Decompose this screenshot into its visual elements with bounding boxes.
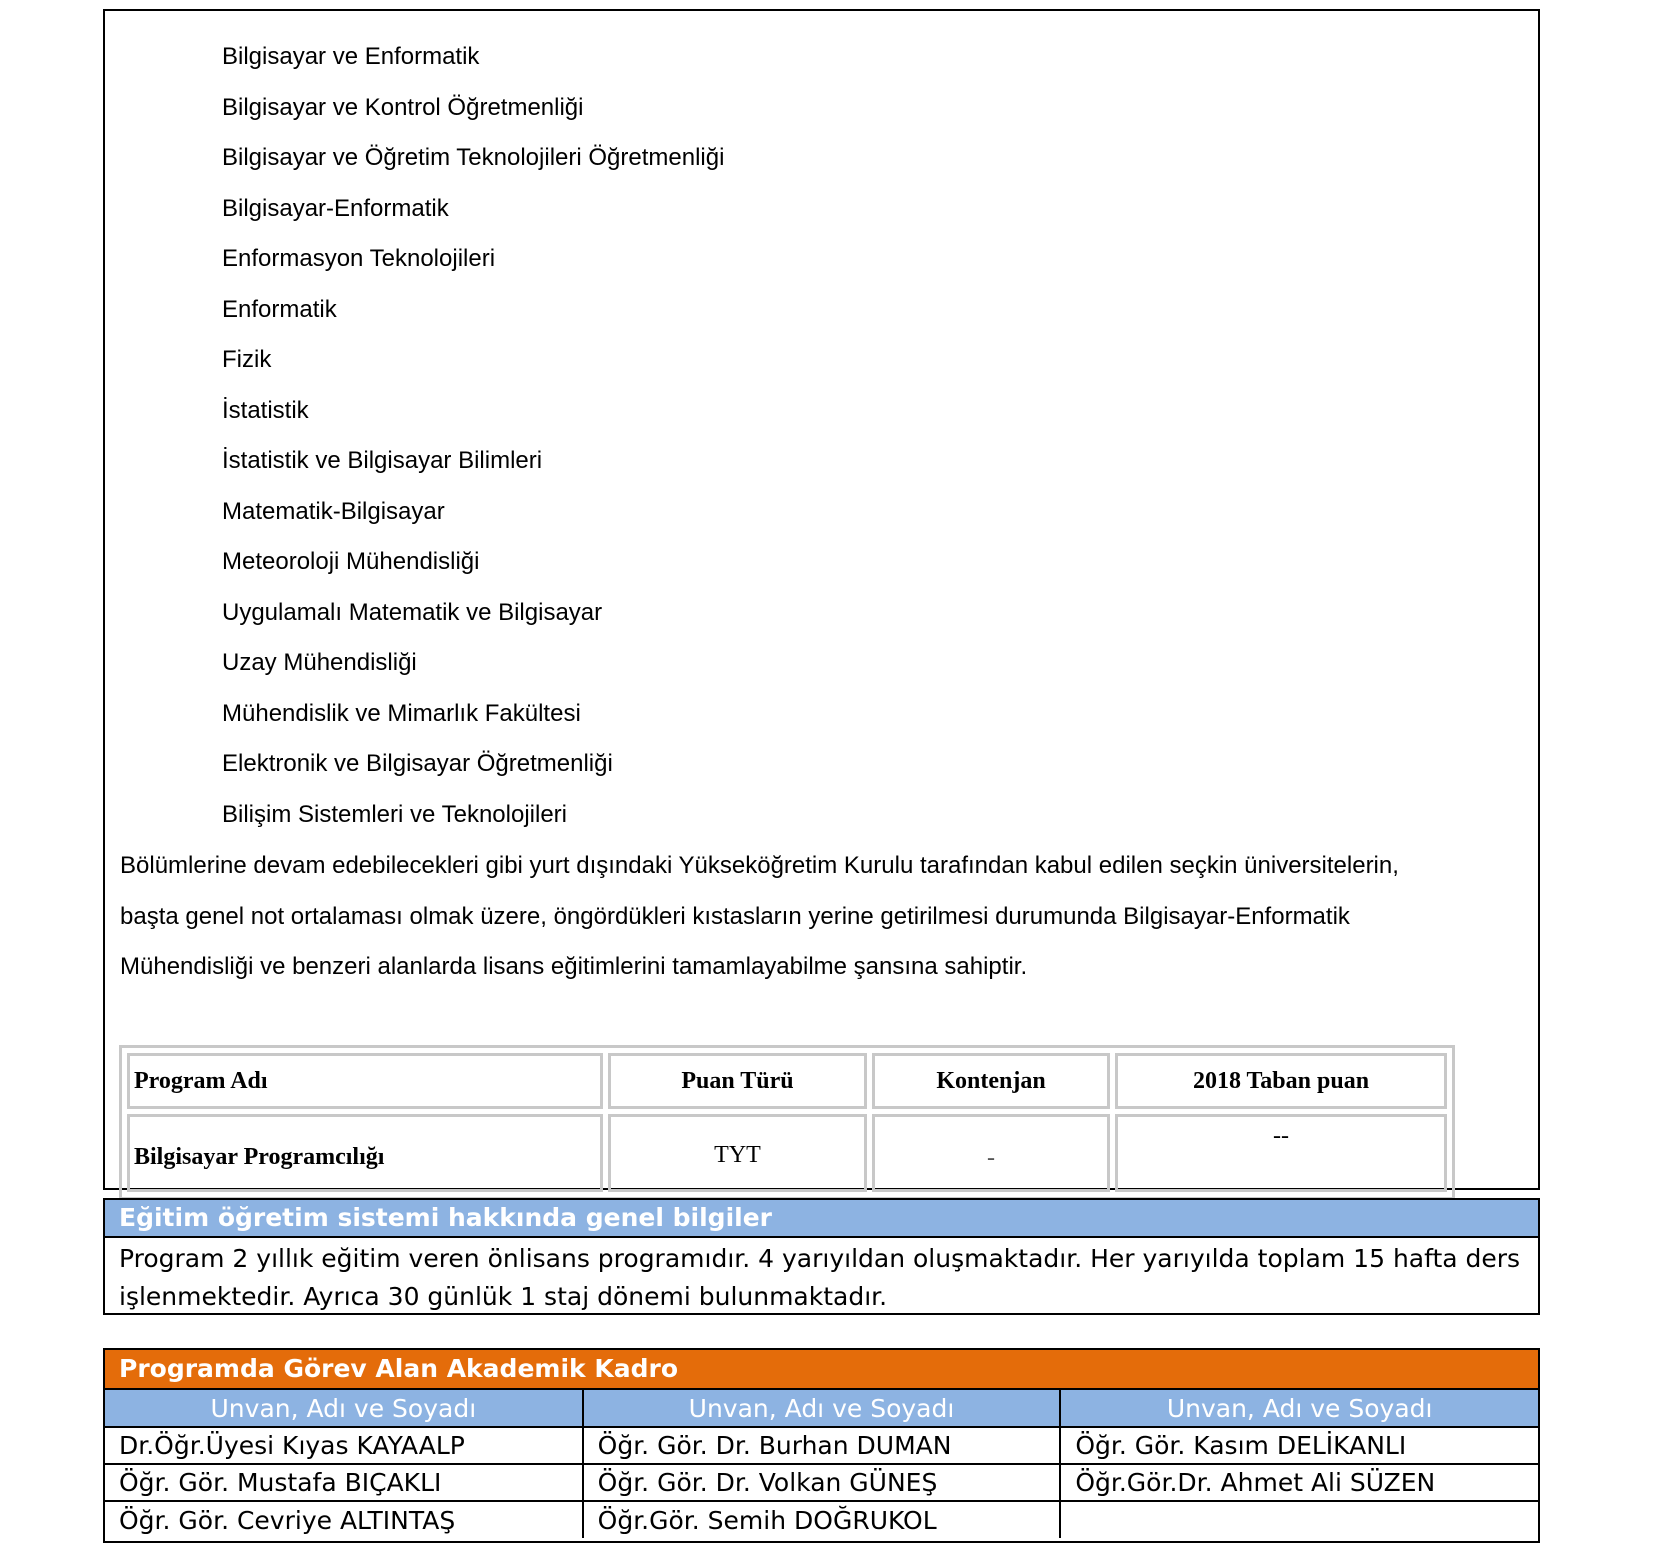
staff-name: Öğr.Gör.Dr. Ahmet Ali SÜZEN [1060,1464,1538,1501]
list-item: Elektronik ve Bilgisayar Öğretmenliği [222,750,613,777]
continuation-paragraph [120,841,1520,993]
header-program-name: Program Adı [127,1053,603,1109]
column-header: Unvan, Adı ve Soyadı [583,1390,1061,1427]
paragraph-line: Program 2 yıllık eğitim veren önlisans programıdır. 4 yarıyıldan oluşmaktadır. Her yarıyılda toplam 15 hafta ders [119,1244,1521,1273]
list-item: Bilgisayar-Enformatik [222,194,449,222]
section-title: Eğitim öğretim sistemi hakkında genel bilgiler [105,1200,1538,1238]
list-item: Matematik-Bilgisayar [222,497,445,525]
table-row [105,1427,1538,1464]
program-info-box [103,9,1540,1190]
list-item: Mühendislik ve Mimarlık Fakültesi [222,699,581,727]
paragraph-line: Bölümlerine devam edebilecekleri gibi yurt dışındaki Yükseköğretim Kurulu tarafından kabul edilen seçkin üniversitelerin, [120,852,1399,879]
staff-name: Öğr. Gör. Cevriye ALTINTAŞ [105,1501,583,1538]
header-score-type: Puan Türü [608,1053,867,1109]
table-row [127,1114,1447,1192]
cell-base-score: -- [1115,1114,1447,1192]
table-row [105,1501,1538,1538]
list-item: Bilgisayar ve Kontrol Öğretmenliği [222,93,584,121]
staff-name: Öğr. Gör. Mustafa BIÇAKLI [105,1464,583,1501]
header-quota: Kontenjan [872,1053,1110,1109]
cell-quota: - [872,1114,1110,1192]
staff-name-empty [1060,1501,1538,1538]
list-item: Bilgisayar ve Enformatik [222,43,480,70]
staff-name: Öğr.Gör. Semih DOĞRUKOL [583,1501,1061,1538]
list-item: Meteoroloji Mühendisliği [222,548,480,575]
header-base-score: 2018 Taban puan [1115,1053,1447,1109]
list-item: Enformasyon Teknolojileri [222,245,496,272]
paragraph-line: Mühendisliği ve benzeri alanlarda lisans eğitimlerini tamamlayabilme şansına sahiptir. [120,953,1028,980]
list-item: Bilgisayar ve Öğretim Teknolojileri Öğretmenliği [222,144,725,171]
list-item: İstatistik ve Bilgisayar Bilimleri [222,447,543,474]
section-title: Programda Görev Alan Akademik Kadro [105,1350,1538,1390]
cell-program-name: Bilgisayar Programcılığı [127,1114,603,1192]
paragraph-line: başta genel not ortalaması olmak üzere, öngördükleri kıstasların yerine getirilmesi durumunda Bilgisayar-Enformatik [120,902,1350,930]
education-description [105,1240,1538,1316]
staff-name: Öğr. Gör. Kasım DELİKANLI [1060,1427,1538,1464]
list-item: Bilişim Sistemleri ve Teknolojileri [222,800,567,828]
list-item: İstatistik [222,396,309,424]
cell-score-type: TYT [608,1114,867,1192]
list-item: Enformatik [222,295,337,323]
education-system-section [103,1198,1540,1315]
staff-name: Öğr. Gör. Dr. Burhan DUMAN [583,1427,1061,1464]
list-item: Uzay Mühendisliği [222,649,417,676]
column-header: Unvan, Adı ve Soyadı [105,1390,583,1427]
column-header: Unvan, Adı ve Soyadı [1060,1390,1538,1427]
table-header-row [105,1390,1538,1427]
staff-table [105,1390,1538,1538]
program-table [119,1045,1455,1200]
table-header-row [127,1053,1447,1109]
table-row [105,1464,1538,1501]
academic-staff-section [103,1348,1540,1543]
staff-name: Öğr. Gör. Dr. Volkan GÜNEŞ [583,1464,1061,1501]
list-item: Uygulamalı Matematik ve Bilgisayar [222,598,603,626]
department-list [222,39,724,847]
list-item: Fizik [222,346,272,373]
staff-name: Dr.Öğr.Üyesi Kıyas KAYAALP [105,1427,583,1464]
paragraph-line: işlenmektedir. Ayrıca 30 günlük 1 staj dönemi bulunmaktadır. [119,1282,888,1311]
